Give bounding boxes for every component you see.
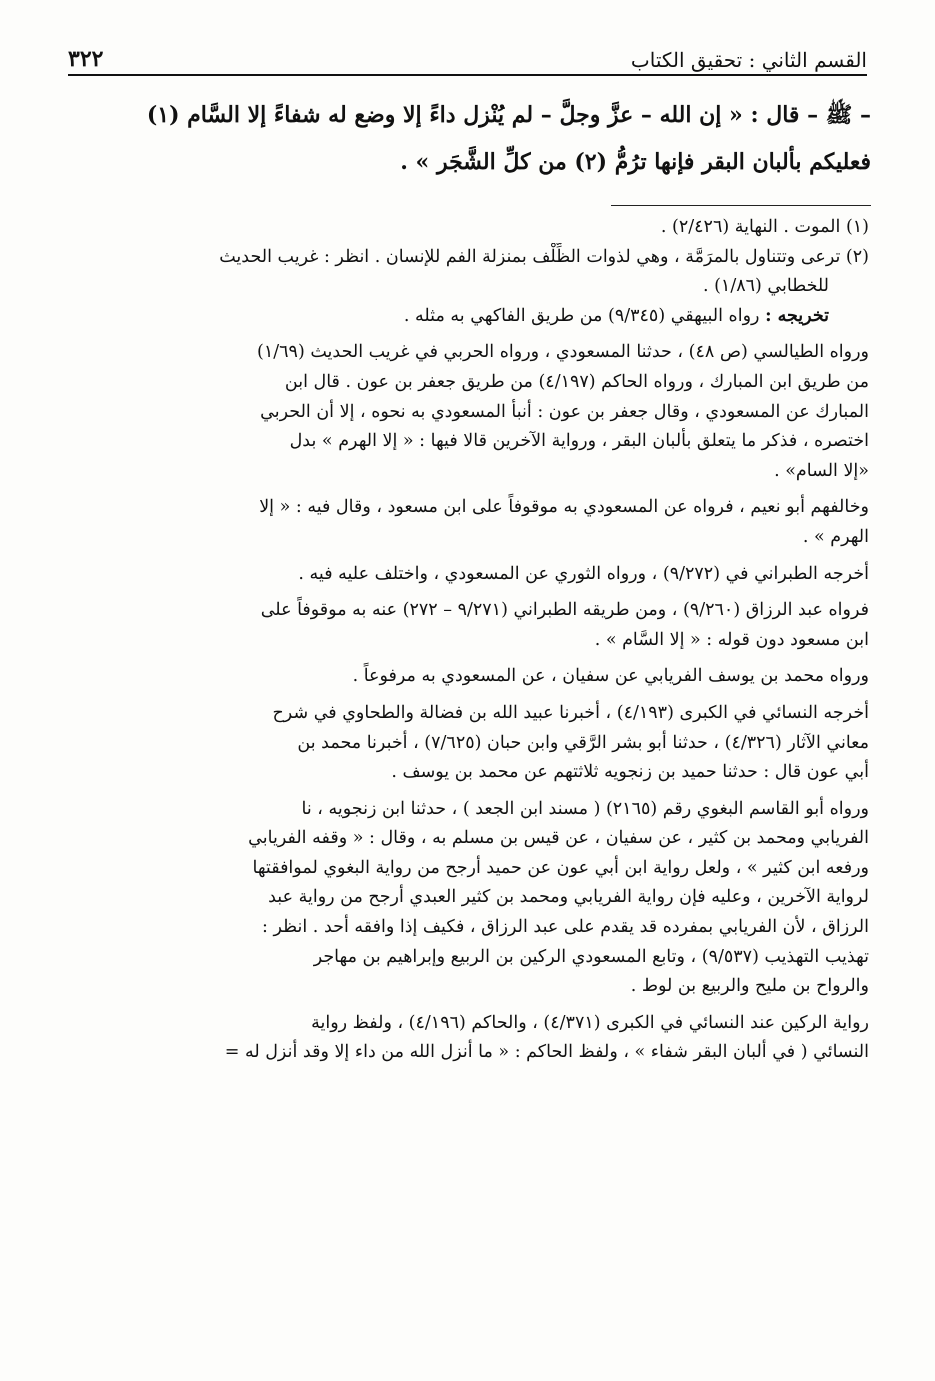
- hadith-line: فعليكم بألبان البقر فإنها ترُمُّ (٢) من كلِّ الشَّجَر » .: [400, 149, 871, 175]
- footnote-divider: [611, 205, 871, 206]
- paragraph-line: الهرم » .: [802, 526, 869, 547]
- page-header: [68, 38, 867, 76]
- paragraph-line: أخرجه الطبراني في (٩/٢٧٢) ، ورواه الثوري عن المسعودي ، واختلف عليه فيه .: [298, 563, 869, 584]
- paragraph-line: رواية الركين عند النسائي في الكبرى (٤/٣٧١) ، والحاكم (٤/١٩٦) ، ولفظ رواية: [311, 1012, 869, 1033]
- paragraph-gap: [66, 331, 869, 338]
- footnote-1: (١) الموت . النهاية (٢/٤٢٦) .: [660, 217, 869, 237]
- paragraph-line: تهذيب التهذيب (٩/٥٣٧) ، وتابع المسعودي الركين بن الربيع وإبراهيم بن مهاجر: [313, 946, 869, 967]
- paragraph-line: المبارك عن المسعودي ، وقال جعفر بن عون : أنبأ المسعودي به نحوه ، إلا أن الحربي: [260, 401, 869, 422]
- paragraph-line: ورواه محمد بن يوسف الفريابي عن سفيان ، عن المسعودي به مرفوعاً .: [352, 666, 869, 687]
- page-number: ٣٢٢: [68, 46, 104, 72]
- paragraph-line: ورواه أبو القاسم البغوي رقم (٢١٦٥) ( مسند ابن الجعد ) ، حدثنا ابن زنجويه ، نا: [301, 798, 869, 819]
- paragraph-line: والرواح بن مليح والربيع بن لوط .: [630, 976, 869, 997]
- footnote-2-cont: للخطابي (١/٨٦) .: [702, 276, 829, 297]
- takhrij-paragraphs: [66, 331, 869, 1068]
- paragraph-gap: [66, 1002, 869, 1009]
- paragraph-gap: [66, 788, 869, 795]
- paragraph-line: معاني الآثار (٤/٣٢٦) ، حدثنا أبو بشر الرَّقي وابن حبان (٧/٦٢٥) ، أخبرنا محمد بن: [297, 732, 869, 753]
- footnotes-block: [66, 213, 869, 1068]
- footnote-2: (٢) ترعى وتتناول بالمرَمَّة ، وهي لذوات الظِّلْف بمنزلة الفم للإنسان . انظر : غريب الحديث: [219, 246, 869, 267]
- paragraph-line: أبي عون قال : حدثنا حميد بن زنجويه ثلاثتهم عن محمد بن يوسف .: [391, 762, 869, 783]
- hadith-text: [66, 92, 871, 186]
- paragraph-line: فرواه عبد الرزاق (٩/٢٦٠) ، ومن طريقه الطبراني (٩/٢٧١ – ٢٧٢) عنه به موقوفاً على: [260, 600, 869, 621]
- paragraph-gap: [66, 692, 869, 699]
- paragraph-line: وخالفهم أبو نعيم ، فرواه عن المسعودي به موقوفاً على ابن مسعود ، وقال فيه : « إلا: [259, 497, 869, 518]
- paragraph-line: الفريابي ومحمد بن كثير ، عن سفيان ، عن قيس بن مسلم به ، وقال : « وقفه الفريابي: [248, 828, 869, 849]
- paragraph-gap: [66, 486, 869, 493]
- takhrij-heading: [66, 302, 869, 332]
- hadith-line: – ﷺ – قال : « إن الله – عزَّ وجلَّ – لم يُنْزل داءً إلا وضع له شفاءً إلا السَّام (١): [146, 102, 871, 128]
- paragraph-line: ورفعه ابن كثير » ، ولعل رواية ابن أبي عون عن حميد أرجح من رواية البغوي لموافقتها: [252, 857, 869, 878]
- paragraph-line: «إلا السام» .: [774, 460, 869, 481]
- paragraph-line: ابن مسعود دون قوله : « إلا السَّام » .: [594, 629, 869, 650]
- paragraph-gap: [66, 589, 869, 596]
- paragraph-gap: [66, 553, 869, 560]
- paragraph-line: النسائي ( في ألبان البقر شفاء » ، ولفظ الحاكم : « ما أنزل الله من داء إلا وقد أنزل له =: [224, 1042, 869, 1063]
- running-title: القسم الثاني : تحقيق الكتاب: [630, 48, 867, 72]
- paragraph-line: من طريق ابن المبارك ، ورواه الحاكم (٤/١٩٧) من طريق جعفر بن عون . قال ابن: [284, 371, 869, 392]
- takhrij-label: تخريجه :: [765, 305, 829, 326]
- paragraph-line: ورواه الطيالسي (ص ٤٨) ، حدثنا المسعودي ، ورواه الحربي في غريب الحديث (١/٦٩): [257, 342, 869, 363]
- paragraph-line: الرزاق ، لأن الفريابي بمفرده قد يقدم على عبد الرزاق ، فكيف إذا وافقه أحد . انظر :: [262, 917, 869, 938]
- paragraph-line: لرواية الآخرين ، وعليه فإن رواية الفريابي ومحمد بن كثير العبدي أرجح من رواية عبد: [268, 887, 869, 908]
- paragraph-line: أخرجه النسائي في الكبرى (٤/١٩٣) ، أخبرنا عبيد الله بن فضالة والطحاوي في شرح: [272, 702, 869, 723]
- paragraph-gap: [66, 655, 869, 662]
- takhrij-first: رواه البيهقي (٩/٣٤٥) من طريق الفاكهي به مثله .: [403, 305, 760, 326]
- paragraph-line: اختصره ، فذكر ما يتعلق بألبان البقر ، ورواية الآخرين قالا فيها : « إلا الهرم » بدل: [289, 431, 869, 452]
